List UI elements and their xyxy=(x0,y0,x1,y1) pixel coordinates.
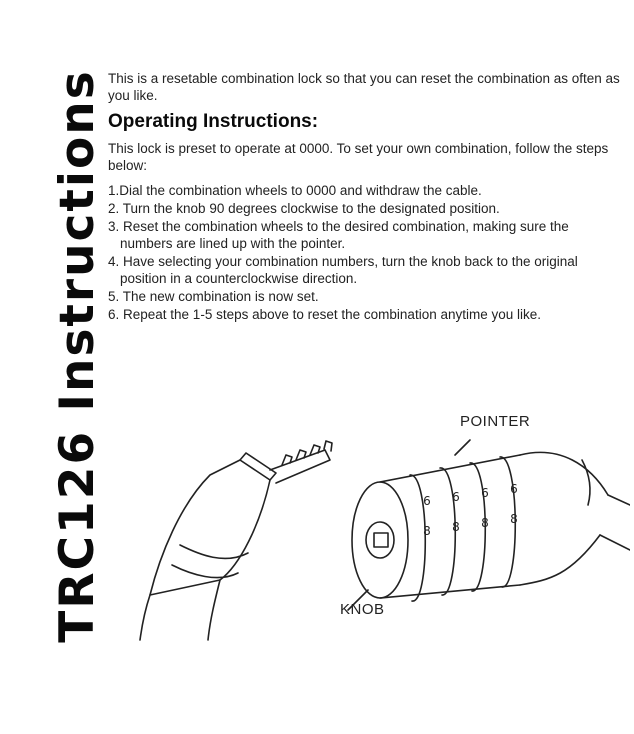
knob-label: KNOB xyxy=(340,601,385,618)
wheel-digit: 6 xyxy=(452,490,460,504)
instructions-content xyxy=(108,70,623,324)
wheel-digit: 8 xyxy=(510,512,518,526)
wheel-digit: 8 xyxy=(452,520,460,534)
wheel-digit: 6 xyxy=(510,482,518,496)
cable-plug xyxy=(140,441,332,640)
step-item: 2. Turn the knob 90 degrees clockwise to the designated position. xyxy=(108,201,500,216)
operating-instructions-heading: Operating Instructions: xyxy=(108,111,319,132)
lock-body xyxy=(348,440,630,610)
steps-list xyxy=(108,182,623,323)
wheel-digit: 6 xyxy=(481,486,489,500)
step-item: 5. The new combination is now set. xyxy=(108,289,319,304)
intro-text: This is a resetable combination lock so that you can reset the combination as often as you like. xyxy=(108,71,620,103)
step-item: 6. Repeat the 1-5 steps above to reset the combination anytime you like. xyxy=(108,307,542,322)
wheel-digit: 8 xyxy=(423,524,431,538)
side-title: TRC126 Instructions xyxy=(50,69,105,643)
pointer-label: POINTER xyxy=(460,413,531,430)
step-item: 4. Have selecting your combination numbers, turn the knob back to the original position in a counterclockwise direction. xyxy=(108,254,578,286)
wheel-digit: 6 xyxy=(423,494,431,508)
preset-text: This lock is preset to operate at 0000. To set your own combination, follow the steps below: xyxy=(108,141,609,173)
wheel-digit: 8 xyxy=(481,516,489,530)
step-item: 1.Dial the combination wheels to 0000 and withdraw the cable. xyxy=(108,183,482,198)
step-item: 3. Reset the combination wheels to the desired combination, making sure the numbers are lined up with the pointer. xyxy=(108,219,569,251)
lock-illustration xyxy=(130,405,630,645)
